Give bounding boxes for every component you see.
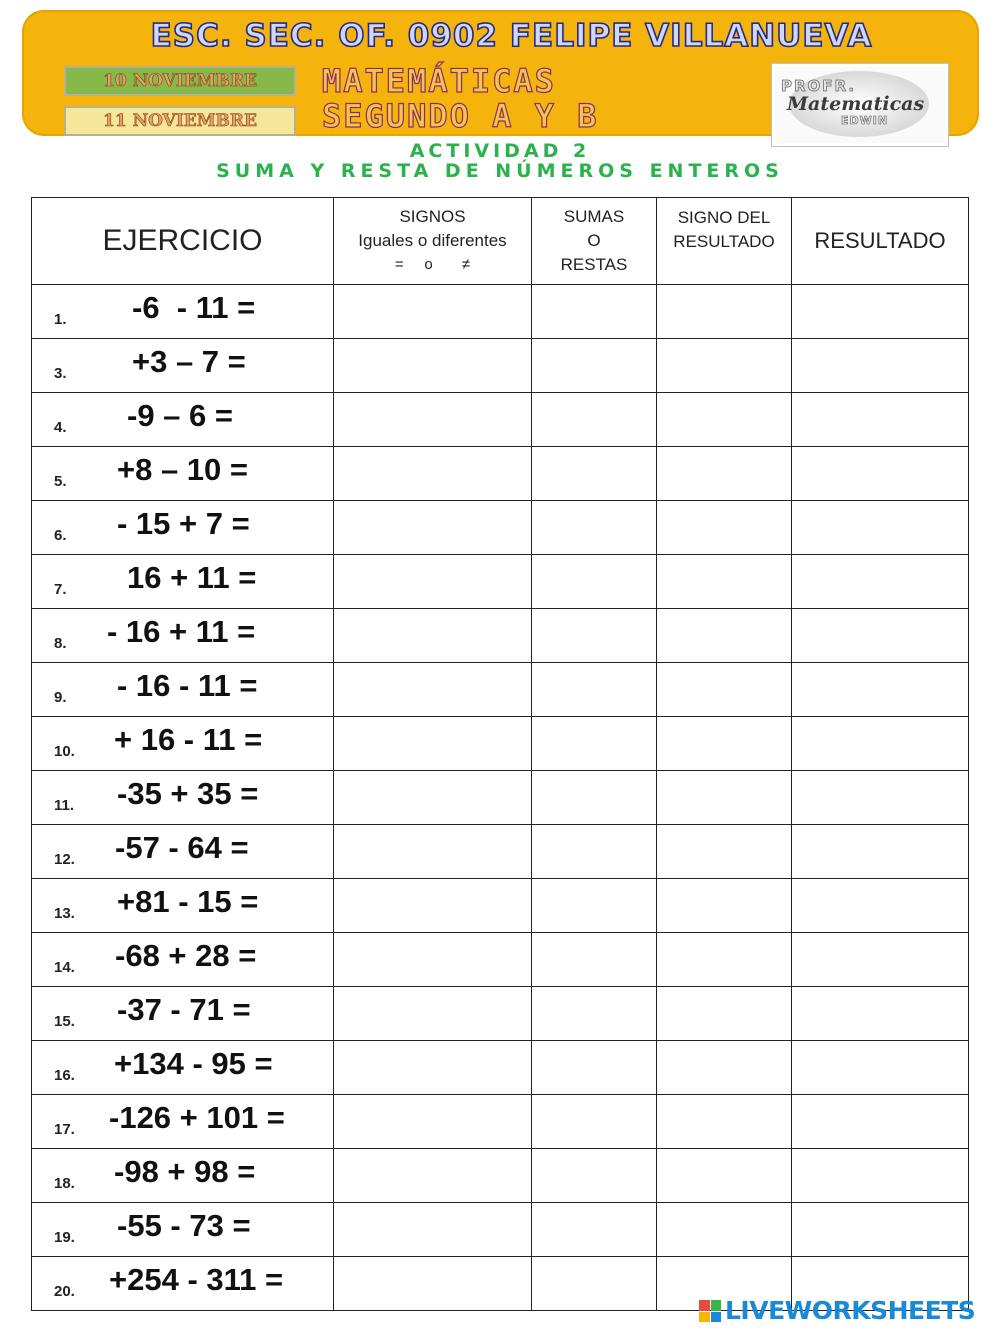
table-row [32, 771, 969, 825]
exercise-number: 3. [54, 365, 67, 382]
table-row [32, 447, 969, 501]
answer-signo-cell[interactable] [657, 663, 792, 717]
answer-signo-cell[interactable] [657, 447, 792, 501]
table-header-row [32, 198, 969, 285]
exercise-number: 19. [54, 1229, 75, 1246]
exercise-expression: -9 – 6 = [127, 398, 233, 433]
teacher-logo [772, 64, 948, 146]
exercise-number: 13. [54, 905, 75, 922]
liveworksheets-brand: LIVEWORKSHEETS [725, 1296, 976, 1325]
answer-resultado-cell[interactable] [792, 771, 969, 825]
exercise-number: 5. [54, 473, 67, 490]
answer-signos-cell[interactable] [334, 1041, 532, 1095]
answer-signos-cell[interactable] [334, 825, 532, 879]
exercise-expression: -35 + 35 = [117, 776, 259, 811]
answer-sumas-cell[interactable] [532, 1095, 657, 1149]
answer-resultado-cell[interactable] [792, 555, 969, 609]
answer-signo-cell[interactable] [657, 717, 792, 771]
answer-signos-cell[interactable] [334, 771, 532, 825]
table-row [32, 933, 969, 987]
answer-signo-cell[interactable] [657, 879, 792, 933]
exercise-number: 1. [54, 311, 67, 328]
answer-signo-cell[interactable] [657, 1149, 792, 1203]
answer-sumas-cell[interactable] [532, 1149, 657, 1203]
table-row [32, 501, 969, 555]
exercise-expression: - 15 + 7 = [117, 506, 250, 541]
answer-signo-cell[interactable] [657, 339, 792, 393]
answer-resultado-cell[interactable] [792, 339, 969, 393]
table-row [32, 609, 969, 663]
answer-signos-cell[interactable] [334, 879, 532, 933]
exercise-number: 17. [54, 1121, 75, 1138]
exercise-number: 16. [54, 1067, 75, 1084]
exercise-number: 8. [54, 635, 67, 652]
table-row [32, 1203, 969, 1257]
exercise-expression: -57 - 64 = [115, 830, 249, 865]
answer-sumas-cell[interactable] [532, 879, 657, 933]
answer-sumas-cell[interactable] [532, 933, 657, 987]
table-row [32, 717, 969, 771]
header-banner [22, 10, 979, 136]
exercise-cell [32, 555, 334, 609]
table-row [32, 825, 969, 879]
answer-signos-cell[interactable] [334, 1203, 532, 1257]
exercise-expression: -68 + 28 = [115, 938, 257, 973]
header-signos [334, 198, 532, 285]
exercise-number: 18. [54, 1175, 75, 1192]
exercise-cell [32, 393, 334, 447]
exercise-cell [32, 933, 334, 987]
answer-sumas-cell[interactable] [532, 663, 657, 717]
answer-resultado-cell[interactable] [792, 987, 969, 1041]
table-row [32, 393, 969, 447]
answer-signo-cell[interactable] [657, 609, 792, 663]
exercise-expression: -126 + 101 = [109, 1100, 285, 1135]
header-signo-line2: RESULTADO [673, 232, 775, 251]
exercise-expression: - 16 - 11 = [117, 668, 258, 703]
answer-signo-cell[interactable] [657, 1203, 792, 1257]
answer-resultado-cell[interactable] [792, 879, 969, 933]
exercise-number: 4. [54, 419, 67, 436]
header-sumas-line2: O [587, 231, 601, 250]
exercise-expression: +254 - 311 = [109, 1262, 284, 1297]
table-row [32, 987, 969, 1041]
answer-signo-cell[interactable] [657, 987, 792, 1041]
answer-sumas-cell[interactable] [532, 987, 657, 1041]
exercise-cell [32, 717, 334, 771]
answer-sumas-cell[interactable] [532, 1257, 657, 1311]
exercise-number: 20. [54, 1283, 75, 1300]
exercise-expression: + 16 - 11 = [114, 722, 263, 757]
exercise-expression: +81 - 15 = [117, 884, 259, 919]
exercise-number: 12. [54, 851, 75, 868]
answer-resultado-cell[interactable] [792, 717, 969, 771]
header-resultado: RESULTADO [792, 198, 969, 285]
exercise-expression: 16 + 11 = [127, 560, 257, 595]
exercise-expression: +134 - 95 = [114, 1046, 273, 1081]
table-row [32, 1149, 969, 1203]
answer-resultado-cell[interactable] [792, 609, 969, 663]
table-row [32, 663, 969, 717]
exercise-cell [32, 1041, 334, 1095]
answer-signos-cell[interactable] [334, 933, 532, 987]
exercise-expression: +8 – 10 = [117, 452, 249, 487]
answer-sumas-cell[interactable] [532, 285, 657, 339]
header-ejercicio: EJERCICIO [32, 198, 334, 285]
header-signos-line2: Iguales o diferentes [358, 231, 507, 250]
header-signos-line1: SIGNOS [399, 207, 466, 226]
date-label-2: 11 NOVIEMBRE [64, 106, 296, 136]
answer-signos-cell[interactable] [334, 339, 532, 393]
answer-signos-cell[interactable] [334, 501, 532, 555]
header-signo-resultado [657, 198, 792, 285]
exercise-expression: -6 - 11 = [132, 290, 256, 325]
answer-signo-cell[interactable] [657, 501, 792, 555]
exercise-number: 10. [54, 743, 75, 760]
answer-signos-cell[interactable] [334, 717, 532, 771]
exercise-cell [32, 1203, 334, 1257]
answer-resultado-cell[interactable] [792, 825, 969, 879]
answer-sumas-cell[interactable] [532, 1041, 657, 1095]
activity-title: ACTIVIDAD 2 [409, 140, 591, 162]
exercise-number: 14. [54, 959, 75, 976]
exercise-number: 11. [54, 797, 75, 814]
exercise-number: 6. [54, 527, 67, 544]
exercise-cell [32, 1149, 334, 1203]
answer-signo-cell[interactable] [657, 393, 792, 447]
answer-sumas-cell[interactable] [532, 771, 657, 825]
exercise-cell [32, 663, 334, 717]
answer-resultado-cell[interactable] [792, 1149, 969, 1203]
exercise-expression: -55 - 73 = [117, 1208, 251, 1243]
grade-title: SEGUNDO A Y B [322, 97, 599, 135]
exercise-expression: +3 – 7 = [132, 344, 246, 379]
logo-top-text: PROFR. [781, 77, 857, 95]
answer-sumas-cell[interactable] [532, 501, 657, 555]
answer-signo-cell[interactable] [657, 1041, 792, 1095]
answer-signo-cell[interactable] [657, 825, 792, 879]
answer-signos-cell[interactable] [334, 987, 532, 1041]
answer-resultado-cell[interactable] [792, 447, 969, 501]
icon-square [699, 1312, 710, 1323]
logo-main-text: Matematicas [787, 93, 925, 115]
liveworksheets-footer [699, 1296, 999, 1326]
table-row [32, 555, 969, 609]
activity-subtitle: SUMA Y RESTA DE NÚMEROS ENTEROS [216, 160, 784, 182]
answer-sumas-cell[interactable] [532, 339, 657, 393]
exercise-cell [32, 1257, 334, 1311]
header-sumas-line1: SUMAS [563, 207, 625, 226]
answer-signos-cell[interactable] [334, 393, 532, 447]
exercise-cell [32, 339, 334, 393]
answer-signos-cell[interactable] [334, 609, 532, 663]
exercise-expression: - 16 + 11 = [107, 614, 256, 649]
answer-sumas-cell[interactable] [532, 447, 657, 501]
answer-resultado-cell[interactable] [792, 663, 969, 717]
exercise-table [31, 197, 969, 1311]
answer-signo-cell[interactable] [657, 771, 792, 825]
answer-signos-cell[interactable] [334, 663, 532, 717]
answer-resultado-cell[interactable] [792, 1203, 969, 1257]
exercise-cell [32, 1095, 334, 1149]
answer-signo-cell[interactable] [657, 555, 792, 609]
header-signos-line3: = o ≠ [394, 256, 471, 273]
answer-resultado-cell[interactable] [792, 933, 969, 987]
answer-sumas-cell[interactable] [532, 717, 657, 771]
answer-sumas-cell[interactable] [532, 825, 657, 879]
exercise-number: 15. [54, 1013, 75, 1030]
icon-square [711, 1300, 722, 1311]
answer-signos-cell[interactable] [334, 285, 532, 339]
answer-signos-cell[interactable] [334, 1095, 532, 1149]
answer-sumas-cell[interactable] [532, 555, 657, 609]
exercise-cell [32, 987, 334, 1041]
answer-signos-cell[interactable] [334, 1149, 532, 1203]
exercise-cell [32, 771, 334, 825]
answer-resultado-cell[interactable] [792, 1095, 969, 1149]
table-row [32, 1041, 969, 1095]
answer-sumas-cell[interactable] [532, 1203, 657, 1257]
logo-bottom-text: EDWIN [841, 114, 889, 127]
icon-square [699, 1300, 710, 1311]
exercise-expression: -98 + 98 = [114, 1154, 256, 1189]
exercise-cell [32, 447, 334, 501]
header-sumas [532, 198, 657, 285]
answer-resultado-cell[interactable] [792, 393, 969, 447]
exercise-number: 7. [54, 581, 67, 598]
answer-sumas-cell[interactable] [532, 393, 657, 447]
table-row [32, 1095, 969, 1149]
exercise-cell [32, 501, 334, 555]
liveworksheets-icon [699, 1300, 721, 1322]
answer-signos-cell[interactable] [334, 555, 532, 609]
header-sumas-line3: RESTAS [560, 255, 628, 274]
school-name: ESC. SEC. OF. 0902 FELIPE VILLANUEVA [150, 18, 873, 54]
exercise-cell [32, 285, 334, 339]
table-row [32, 879, 969, 933]
exercise-number: 9. [54, 689, 67, 706]
exercise-cell [32, 609, 334, 663]
header-signo-line1: SIGNO DEL [677, 208, 771, 227]
table-row [32, 339, 969, 393]
table-row [32, 285, 969, 339]
subject-title: MATEMÁTICAS [322, 62, 556, 100]
exercise-expression: -37 - 71 = [117, 992, 251, 1027]
answer-signos-cell[interactable] [334, 1257, 532, 1311]
answer-sumas-cell[interactable] [532, 609, 657, 663]
exercise-cell [32, 825, 334, 879]
exercise-cell [32, 879, 334, 933]
date-label-1: 10 NOVIEMBRE [64, 66, 296, 96]
answer-resultado-cell[interactable] [792, 501, 969, 555]
answer-signo-cell[interactable] [657, 285, 792, 339]
answer-signos-cell[interactable] [334, 447, 532, 501]
answer-resultado-cell[interactable] [792, 285, 969, 339]
icon-square [711, 1312, 722, 1323]
answer-signo-cell[interactable] [657, 1095, 792, 1149]
answer-signo-cell[interactable] [657, 933, 792, 987]
answer-resultado-cell[interactable] [792, 1041, 969, 1095]
